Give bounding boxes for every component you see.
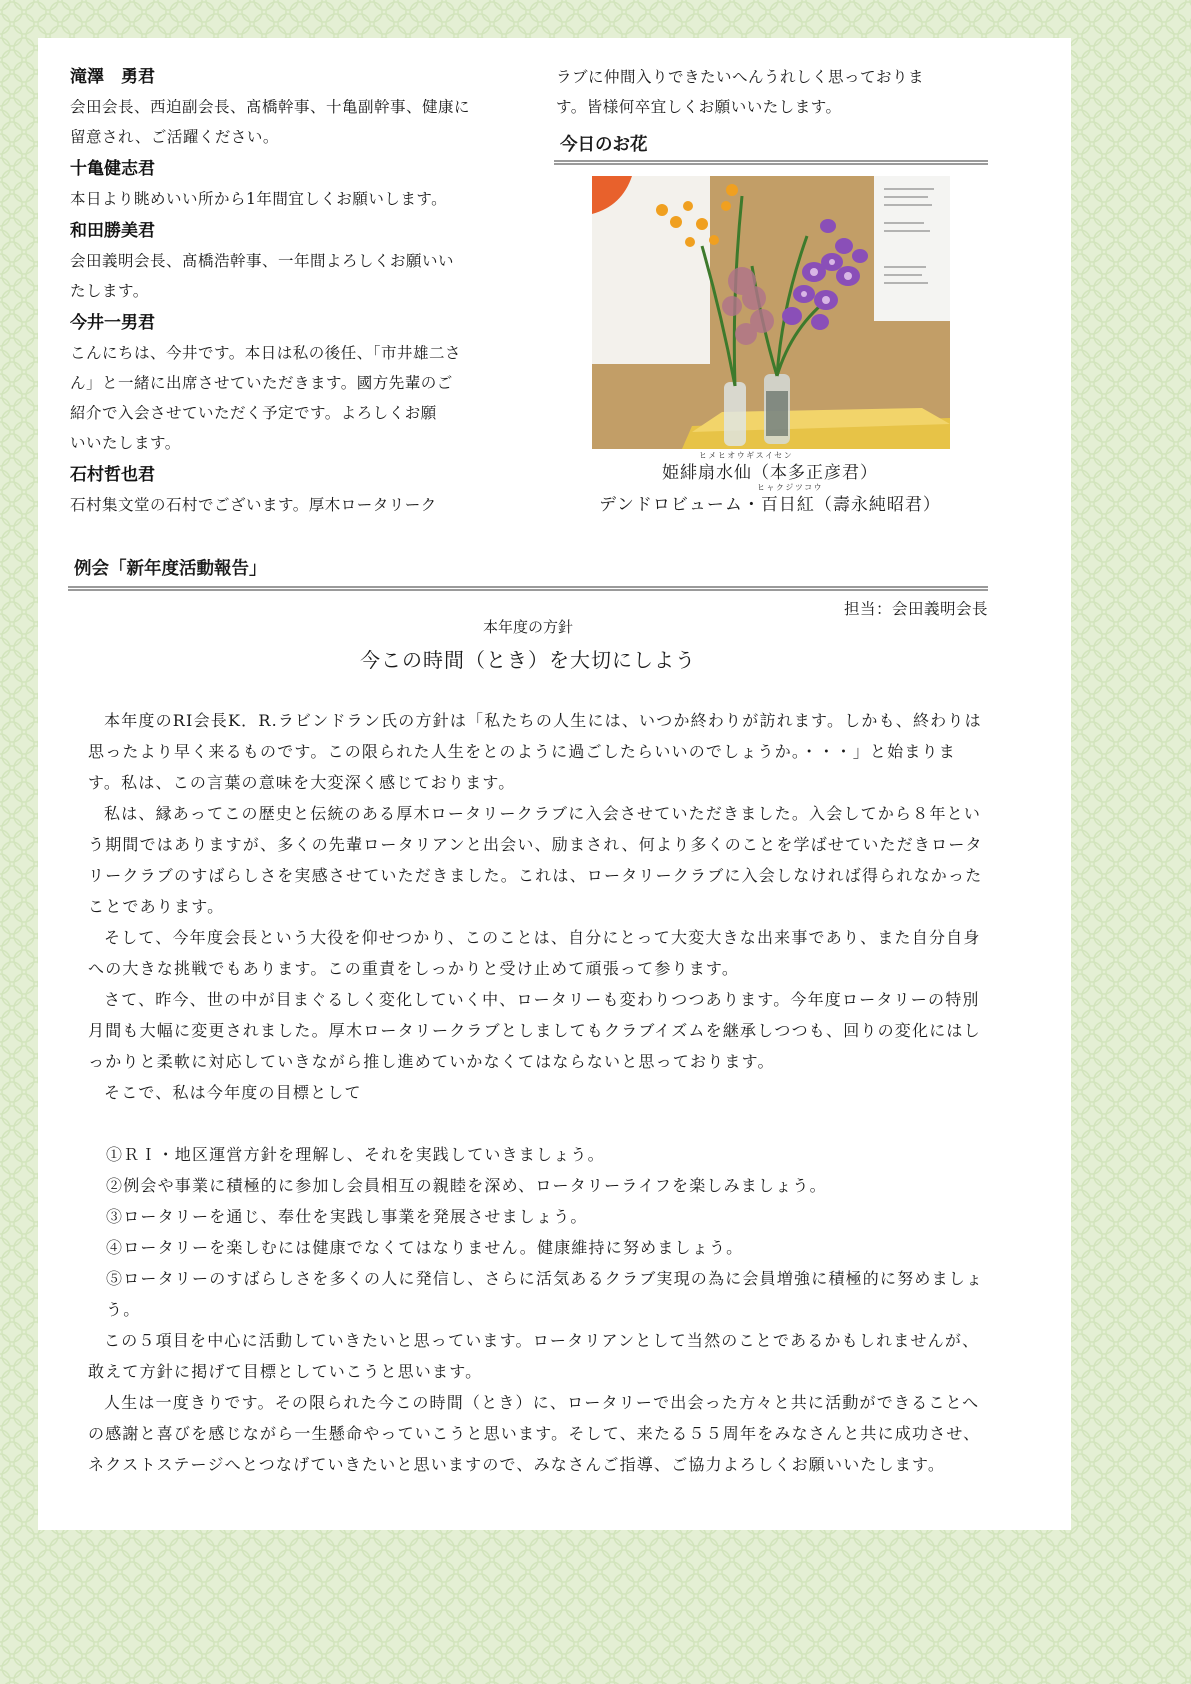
greeting-entry — [70, 312, 510, 458]
member-name: 石村哲也君 — [70, 465, 155, 485]
paragraph: そして、今年度会長という大役を仰せつかり、このことは、自分にとって大変大きな出来事であり、また自分自身への大きな挑戦でもあります。この重責をしっかりと受け止めて頑張って参ります。 — [88, 928, 981, 978]
report-section-header — [68, 558, 988, 591]
greeting-line: す。皆様何卒宜しくお願いいたします。 — [556, 98, 842, 116]
greeting-entry — [70, 464, 510, 520]
paragraph: 本年度のRI会長K．R.ラビンドラン氏の方針は「私たちの人生には、いつか終わりが訪れます。しかも、終わりは思ったより早く来るものです。この限られた人生をとのように過ごしたらいいのでしょうか。・・・」と始まります。私は、この言葉の意味を大変深く感じております。 — [88, 711, 982, 792]
report-presenter: 担当：会田義明会長 — [843, 600, 988, 618]
member-name: 和田勝美君 — [70, 221, 155, 241]
member-name: 滝澤 勇君 — [70, 67, 155, 87]
caption-line: 姫緋扇水仙（本多正彦君） — [662, 463, 878, 483]
paragraph: さて、昨今、世の中が目まぐるしく変化していく中、ロータリーも変わりつつあります。今年度ロータリーの特別月間も大幅に変更されました。厚木ロータリークラブとしましてもクラブイズムを継承しつつも、回りの変化にはしっかりと柔軟に対応していきながら推し進めていかなくてはならないと思っております。 — [88, 990, 981, 1071]
greeting-continuation — [556, 62, 990, 122]
section-heading: 今日のお花 — [560, 135, 648, 155]
goal-item: ②例会や事業に積極的に参加し会員相互の親睦を深め、ロータリーライフを楽しみましょう。 — [106, 1176, 827, 1195]
greeting-entry — [70, 158, 510, 214]
report-title: 今この時間（とき）を大切にしよう — [360, 648, 696, 672]
greetings-column — [70, 66, 510, 520]
caption-line: デンドロビューム・百日紅（壽永純昭君） — [599, 495, 941, 515]
greeting-line: こんにちは、今井です。本日は私の後任、「市井雄二さ — [70, 344, 462, 362]
greeting-line: 石村集文堂の石村でございます。厚木ロータリーク — [70, 496, 437, 514]
section-rule — [554, 160, 988, 165]
greeting-line: ん」と一緒に出席させていただきます。國方先輩のご — [70, 374, 453, 392]
report-body — [88, 705, 988, 1480]
greeting-entry — [70, 220, 510, 306]
greeting-line: 本日より眺めいい所から1年間宜しくお願いします。 — [70, 190, 448, 208]
member-name: 十亀健志君 — [70, 159, 155, 179]
goal-item: ④ロータリーを楽しむには健康でなくてはなりません。健康維持に努めましょう。 — [106, 1238, 744, 1257]
goal-item: ①ＲＩ・地区運営方針を理解し、それを実践していきましょう。 — [106, 1145, 605, 1164]
goal-item: ③ロータリーを通じ、奉仕を実践し事業を発展させましょう。 — [106, 1207, 588, 1226]
paragraph: そこで、私は今年度の目標として — [104, 1083, 362, 1102]
greeting-line: ラブに仲間入りできたいへんうれしく思っておりま — [556, 68, 925, 86]
section-rule — [68, 586, 988, 591]
report-subtitle: 本年度の方針 — [482, 618, 573, 636]
member-name: 今井一男君 — [70, 313, 155, 333]
caption-ruby: ヒャクジツコウ — [756, 483, 824, 492]
greeting-line: 留意され、ご活躍ください。 — [70, 128, 279, 146]
greeting-line: 会田義明会長、髙橋浩幹事、一年間よろしくお願いい — [70, 252, 455, 270]
greeting-entry — [70, 66, 510, 152]
section-heading: 例会「新年度活動報告」 — [74, 559, 267, 579]
spacer — [88, 1108, 988, 1139]
caption-ruby: ヒメヒオウギスイセン — [698, 451, 794, 460]
goal-item: ⑤ロータリーのすばらしさを多くの人に発信し、さらに活気あるクラブ実現の為に会員増強に積極的に努めましょう。 — [106, 1269, 984, 1319]
flowers-section — [554, 134, 988, 165]
greeting-line: 紹介で入会させていただく予定です。よろしくお願 — [70, 404, 437, 422]
greeting-line: たします。 — [70, 282, 149, 300]
greeting-line: いいたします。 — [70, 434, 181, 452]
paragraph: 私は、縁あってこの歴史と伝統のある厚木ロータリークラブに入会させていただきました。入会してから８年という期間ではありますが、多くの先輩ロータリアンと出会い、励まされ、何より多くのことを学ばせていただきロータリークラブのすばらしさを実感させていただきました。これは、ロータリークラブに入会しなければ得られなかったことであります。 — [88, 804, 983, 916]
paragraph: この５項目を中心に活動していきたいと思っています。ロータリアンとして当然のことであるかもしれませんが、敢えて方針に掲げて目標としていこうと思います。 — [88, 1331, 980, 1381]
flower-caption — [560, 451, 980, 517]
flower-photo-illustration — [592, 176, 950, 449]
greeting-line: 会田会長、西迫副会長、髙橋幹事、十亀副幹事、健康に — [70, 98, 471, 116]
flower-arrangement-photo — [592, 176, 950, 449]
paragraph: 人生は一度きりです。その限られた今この時間（とき）に、ロータリーで出会った方々と共に活動ができることへの感謝と喜びを感じながら一生懸命やっていこうと思います。そして、来たる５５周年をみなさんと共に成功させ、ネクストステージへとつなげていきたいと思いますので、みなさんご指導、ご協力よろしくお願いいたします。 — [88, 1393, 981, 1474]
